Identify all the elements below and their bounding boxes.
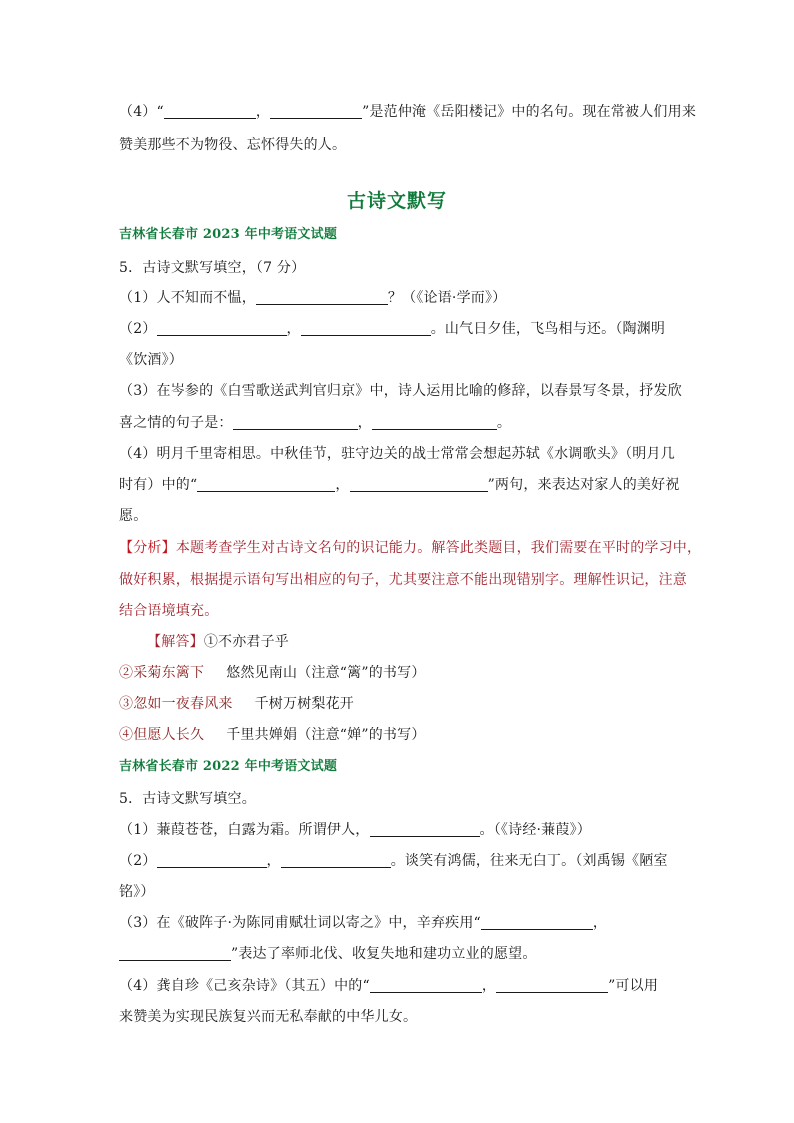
top-q4-line1: [119, 102, 697, 122]
answer-line1: [147, 632, 707, 652]
text: 本题考查学生对古诗文名句的识记能力。解答此类题目，我们需要在平时的学习中，: [175, 540, 702, 556]
answer-blank[interactable]: [481, 915, 593, 930]
analysis-line1: [119, 538, 702, 558]
text: ④但愿人长久: [119, 727, 205, 743]
section-title: 古诗文默写: [346, 190, 447, 212]
answer-line3: [119, 694, 679, 714]
analysis-line3: 结合语境填充。: [119, 603, 219, 619]
answer-blank[interactable]: [233, 415, 358, 430]
q1-2023: [119, 288, 679, 308]
text: ，: [255, 104, 271, 120]
answer-blank[interactable]: [157, 853, 267, 868]
text: （4）“: [119, 104, 164, 120]
text: 千树万树梨花开: [254, 696, 355, 712]
answer-blank[interactable]: [281, 853, 391, 868]
q4-2023-line3: 愿。: [119, 508, 148, 524]
text: 喜之情的句子是：: [119, 415, 233, 431]
answer-blank[interactable]: [370, 822, 480, 837]
top-q4-line2: 赞美那些不为物役、忘怀得失的人。: [119, 137, 347, 153]
answer-blank[interactable]: [256, 290, 388, 305]
text: ？（《论语·学而》）: [387, 290, 507, 306]
text: 。谈笑有鸿儒，往来无白丁。（刘禹锡《陋室: [390, 853, 668, 869]
q4-2023-line2: [119, 475, 679, 495]
text: ②采菊东篱下: [119, 665, 205, 681]
text: ，: [357, 415, 372, 431]
text: ”表达了率师北伐、收复失地和建功立业的愿望。: [231, 946, 537, 962]
question-5-2022: 5．古诗文默写填空。: [119, 791, 256, 807]
q4-2022-line2: 来赞美为实现民族复兴而无私奉献的中华儿女。: [119, 1009, 418, 1025]
text: （3）在《破阵子·为陈同甫赋壮词以寄之》中，辛弃疾用“: [119, 915, 481, 931]
text: ”可以用: [608, 978, 659, 994]
exam-source-2023: 吉林省长春市 2023 年中考语文试题: [119, 227, 338, 242]
text: ，: [481, 978, 497, 994]
text: ”是范仲淹《岳阳楼记》中的名句。现在常被人们用来: [362, 104, 697, 120]
exam-source-2022: 吉林省长春市 2022 年中考语文试题: [119, 759, 338, 774]
q2-2022: [119, 851, 679, 871]
answer-blank[interactable]: [197, 477, 335, 492]
text: ，: [335, 477, 350, 493]
text: 。（《诗经·蒹葭》）: [479, 822, 591, 838]
answer-tag: 【解答】: [147, 634, 204, 650]
q2-2022-line2: 铭》）: [119, 884, 155, 900]
q1-2022: [119, 820, 679, 840]
text: 。山气日夕佳，飞鸟相与还。（陶渊明: [430, 321, 666, 337]
answer-line4: [119, 725, 679, 745]
q2-2023: [119, 319, 679, 339]
answer-blank[interactable]: [372, 415, 497, 430]
text: ”两句，来表达对家人的美好祝: [487, 477, 680, 493]
answer-blank[interactable]: [164, 104, 256, 119]
answer-blank[interactable]: [157, 321, 287, 336]
text: 千里共婵娟（注意“婵”的书写）: [226, 727, 426, 743]
q3-2022-line1: [119, 913, 679, 933]
text: （1）蒹葭苍苍，白露为霜。所谓伊人，: [119, 822, 370, 838]
answer-blank[interactable]: [370, 978, 482, 993]
text: （2）: [119, 321, 157, 337]
text: ，: [266, 853, 281, 869]
analysis-line2: 做好积累，根据提示语句写出相应的句子，尤其要注意不能出现错别字。理解性识记，注意: [119, 572, 687, 588]
answer-blank[interactable]: [496, 978, 608, 993]
q4-2023-line1: （4）明月千里寄相思。中秋佳节，驻守边关的战士常常会想起苏轼《水调歌头》（明月几: [119, 446, 675, 462]
q2-2023-line2: 《饮酒》）: [119, 352, 183, 368]
analysis-tag: 【分析】: [119, 540, 176, 556]
answer-blank[interactable]: [350, 477, 488, 492]
text: 悠然见南山（注意“篱”的书写）: [226, 665, 426, 681]
text: ③忽如一夜春风来: [119, 696, 233, 712]
text: （4）龚自珍《己亥杂诗》（其五）中的“: [119, 978, 370, 994]
text: （1）人不知而不愠，: [119, 290, 256, 306]
text: 。: [496, 415, 512, 431]
text: （2）: [119, 853, 157, 869]
question-5-2023: 5．古诗文默写填空，（7 分）: [119, 260, 306, 276]
answer-blank[interactable]: [119, 946, 231, 961]
q3-2022-line2: [119, 944, 679, 964]
q4-2022-line1: [119, 976, 679, 996]
text: ，: [592, 915, 608, 931]
q3-2023-line1: （3）在岑参的《白雪歌送武判官归京》中，诗人运用比喻的修辞，以春景写冬景，抒发欣: [119, 383, 682, 399]
answer-blank[interactable]: [301, 321, 431, 336]
text: ①不亦君子乎: [203, 634, 290, 650]
answer-line2: [119, 663, 679, 683]
text: 时有）中的“: [119, 477, 198, 493]
answer-blank[interactable]: [270, 104, 362, 119]
text: ，: [286, 321, 301, 337]
q3-2023-line2: [119, 413, 679, 433]
